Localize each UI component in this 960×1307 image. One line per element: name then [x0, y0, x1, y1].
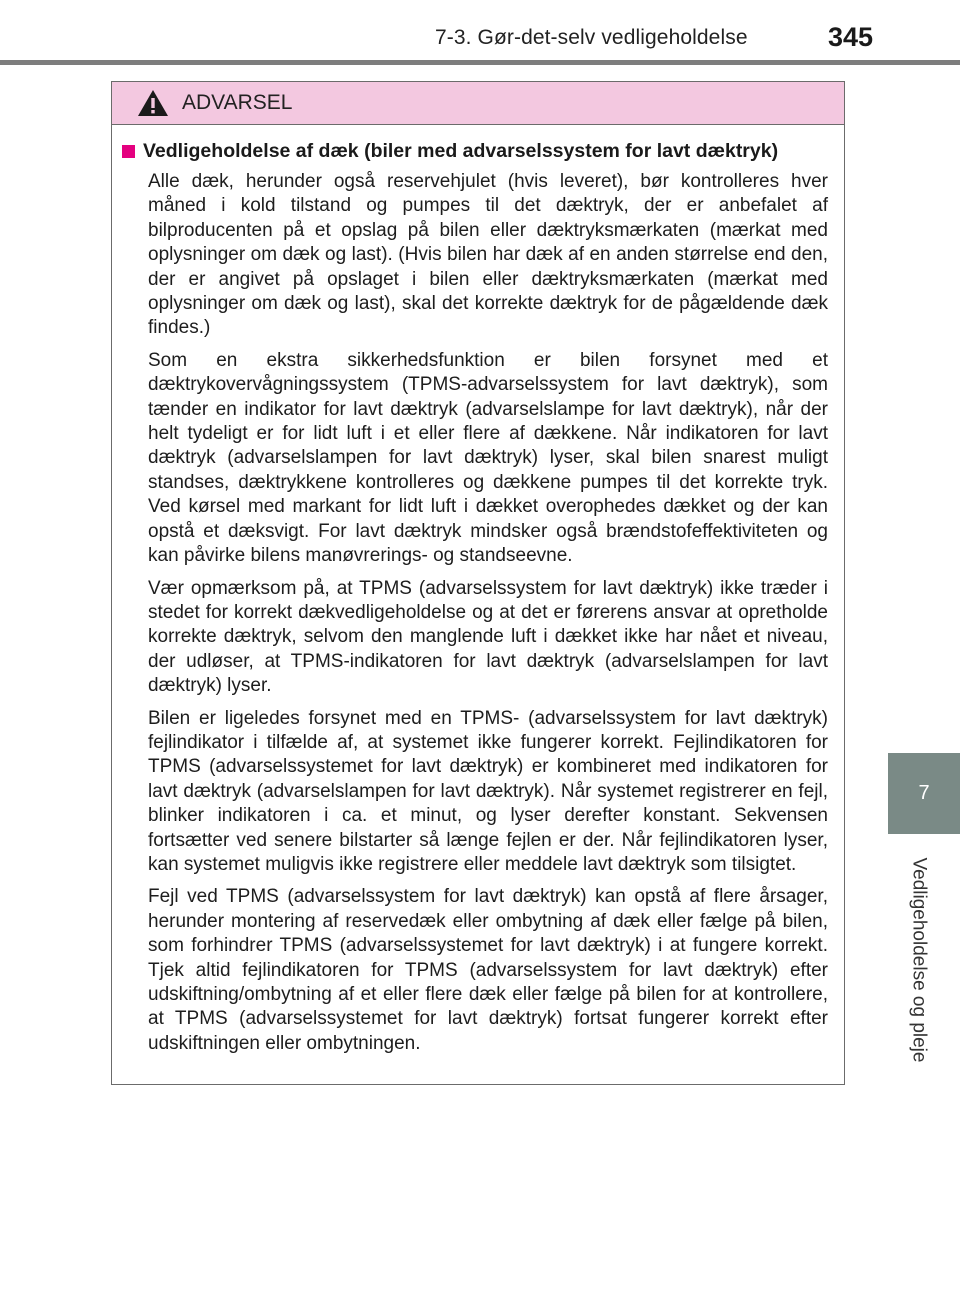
warning-body: [112, 125, 844, 1056]
paragraph: Alle dæk, herunder også reservehjulet (hvis leveret), bør kontrolleres hver måned i kold tilstand og pumpes til det dæktryk, der er anbefalet af bilproducenten på et opslag på bilen eller dæktryksmærkaten (mærkat med oplysninger om dæk og last). (Hvis bilen har dæk af en anden størrelse end den, der er angivet på opslaget i bilen eller dæktryksmærkaten (mærkat med oplysninger om dæk og last), skal det korrekte dæktryk for de pågældende dæk findes.): [148, 171, 828, 339]
chapter-number: 7: [918, 782, 930, 804]
square-bullet-icon: [122, 145, 135, 158]
warning-box: [111, 81, 845, 1085]
chapter-title: Vedligeholdelse og pleje: [908, 857, 930, 1063]
warning-triangle-icon: [136, 88, 170, 118]
warning-label: ADVARSEL: [182, 91, 293, 114]
paragraph: Vær opmærksom på, at TPMS (advarselssystem for lavt dæktryk) ikke træder i stedet for korrekt dækvedligeholdelse og at det er førerens ansvar at opretholde korrekte dæktryk, selvom den manglende luft i dækket ikke har nået et niveau, der udløser, at TPMS-indikatoren for lavt dæktryk (advarselslampen for lavt dæktryk) lyser.: [148, 577, 828, 697]
header-rule: [0, 60, 960, 65]
page-number: 345: [828, 22, 874, 52]
section-heading: [122, 139, 828, 164]
warning-header: [112, 82, 844, 125]
paragraph: Som en ekstra sikkerhedsfunktion er bilen forsynet med et dæktrykovervågningssystem (TPMS-advarselssystem for lavt dæktryk), som tænder en indikator for lavt dæktryk (advarselslampe for lavt dæktryk), når der helt tydeligt er for lidt luft i et eller flere af dækkene. Når indikatoren for lavt dæktryk (advarselslampen for lavt dæktryk) lyser, skal bilen snarest muligt standses, dæktrykkene kontrolleres og dækkene pumpes til det korrekte tryk. Ved kørsel med markant for lidt luft i dækket overophedes dækket og der kan opstå et dæksvigt. For lavt dæktryk mindsker også brændstofeffektiviteten og kan påvirke bilens manøvrerings- og standseevne.: [148, 349, 828, 567]
paragraph: Bilen er ligeledes forsynet med en TPMS- (advarselssystem for lavt dæktryk) fejlindikator i tilfælde af, at systemet ikke fungerer korrekt. Fejlindikatoren for TPMS (advarselssystemet for lavt dæktryk) er kombineret med indikatoren for lavt dæktryk (advarselslampen for lavt dæktryk). Når systemet registrerer en fejl, blinker indikatoren i ca. et minut, og lyser derefter konstant. Sekvensen fortsætter ved senere bilstarter så længe fejlen er der. Når fejlindikatoren lyser, kan systemet muligvis ikke registrere eller meddele lavt dæktryk som tilsigtet.: [148, 707, 828, 875]
running-header-section: 7-3. Gør-det-selv vedligeholdelse: [435, 26, 748, 49]
chapter-title-vertical: [876, 845, 960, 1075]
paragraph: Fejl ved TPMS (advarselssystem for lavt dæktryk) kan opstå af flere årsager, herunder montering af reservedæk eller ombytning af dæk eller fælge på bilen, som forhindrer TPMS (advarselssystemet for lavt dæktryk) i at fungere korrekt. Tjek altid fejlindikatoren for TPMS (advarselssystem for lavt dæktryk) efter udskiftning/ombytning af et eller flere dæk eller fælge på bilen for at kontrollere, at TPMS (advarselssystemet for lavt dæktryk) fortsat fungerer korrekt efter udskiftningen eller ombytningen.: [148, 886, 828, 1054]
section-heading-text: Vedligeholdelse af dæk (biler med advarselssystem for lavt dæktryk): [143, 140, 779, 162]
chapter-tab: [888, 753, 960, 834]
